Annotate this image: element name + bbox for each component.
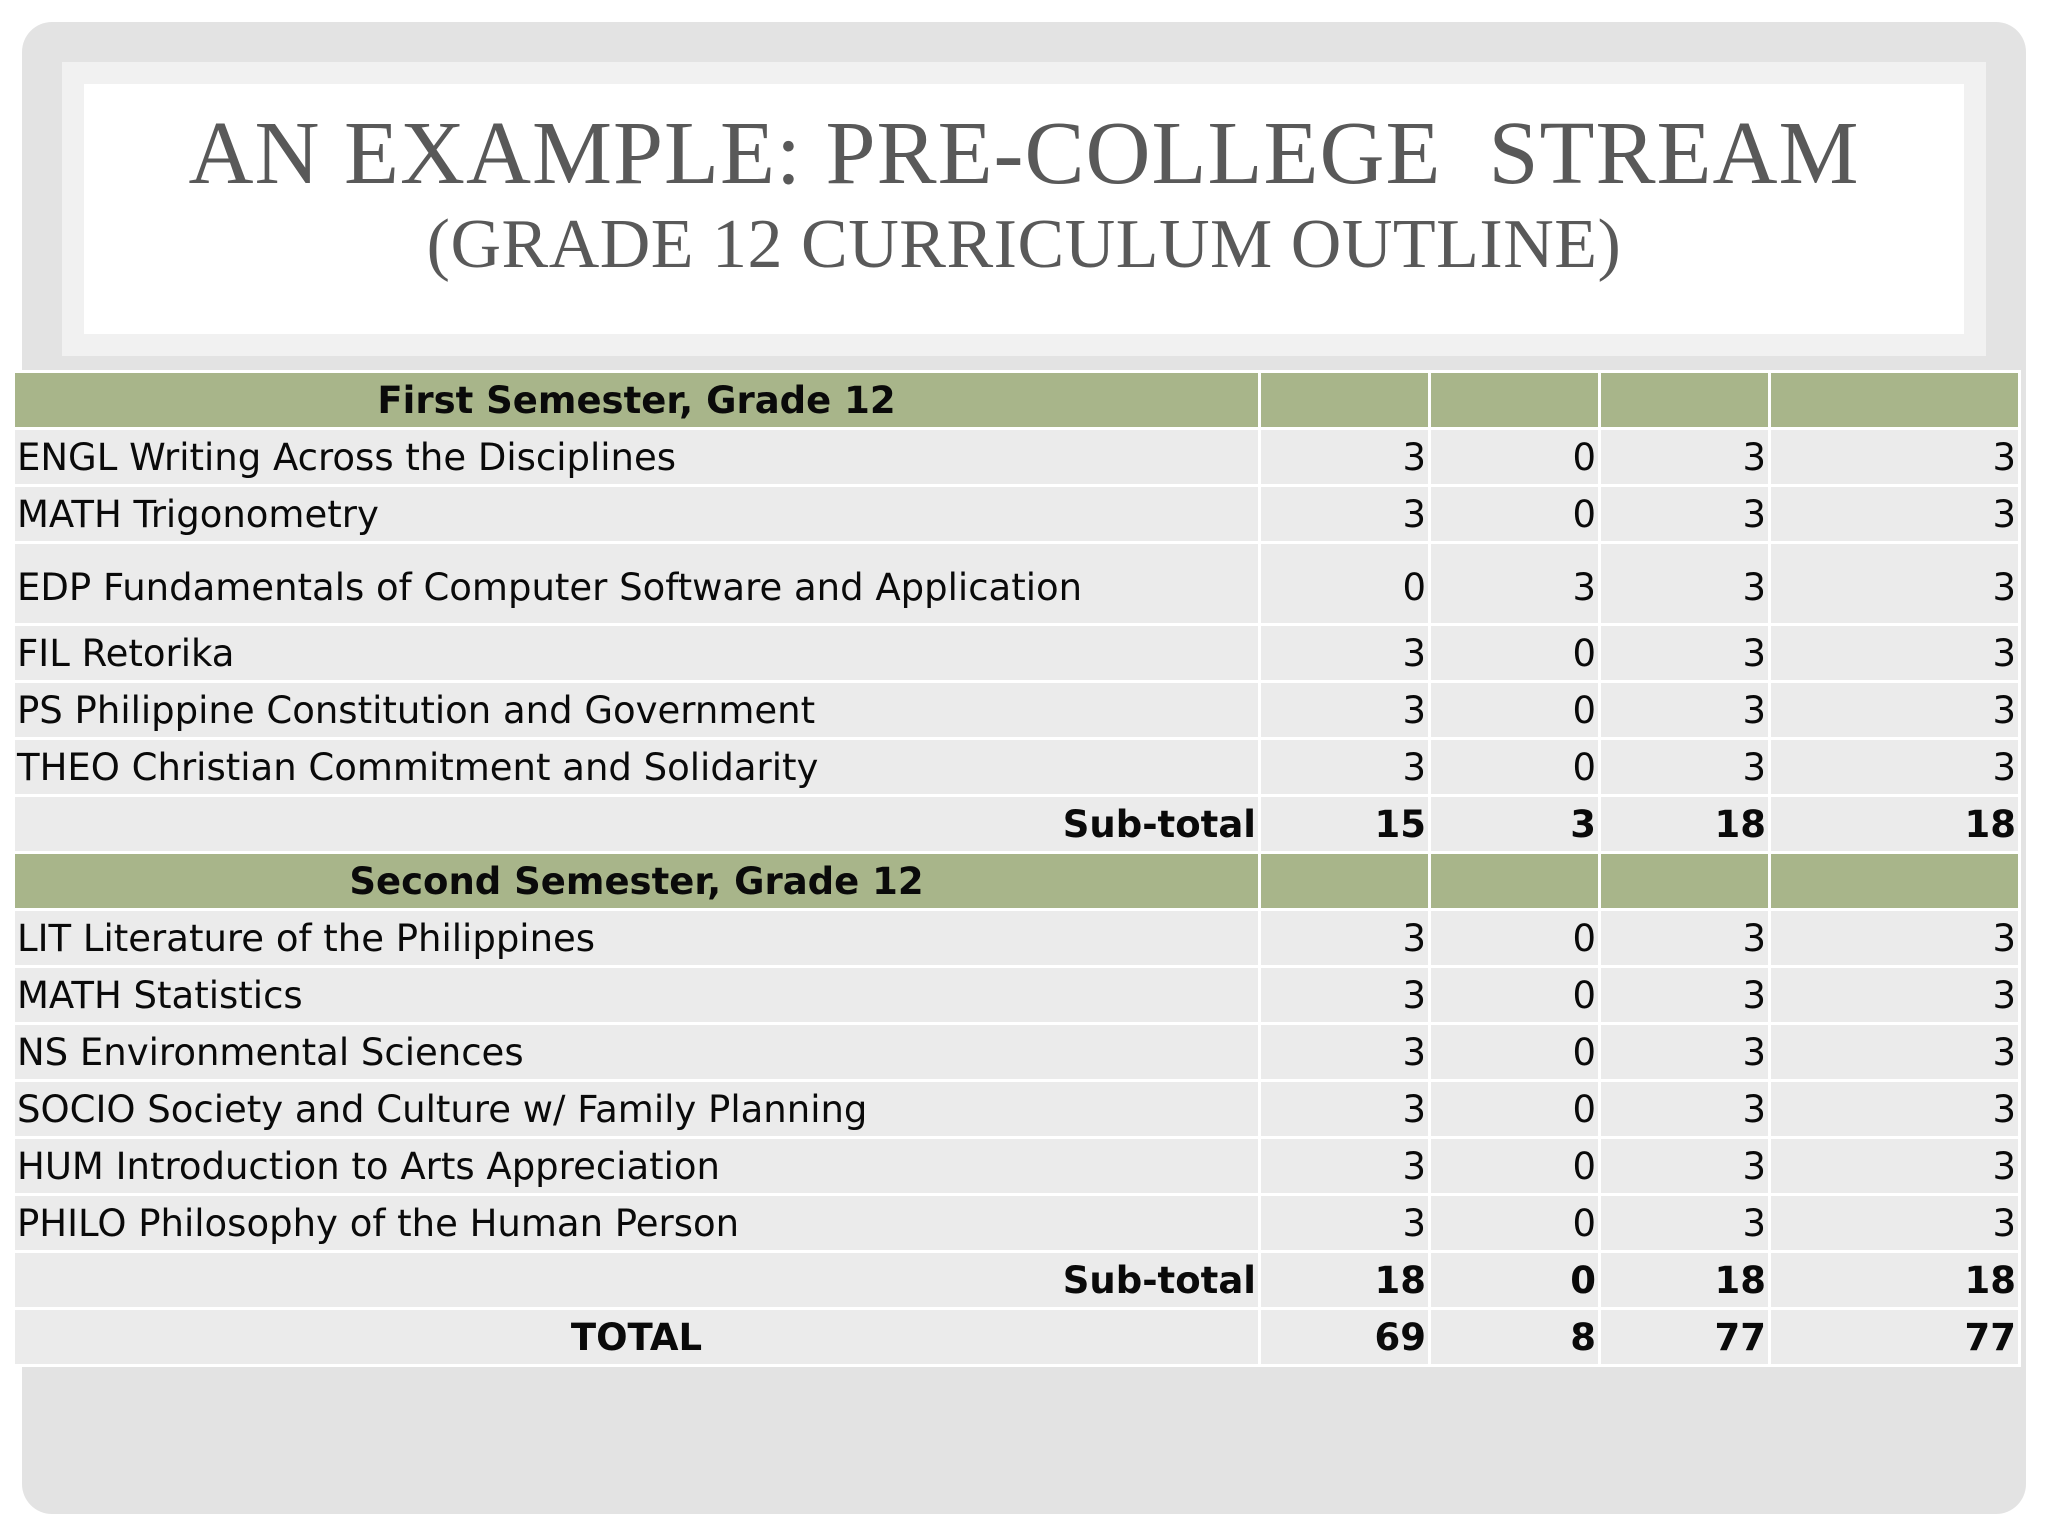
course-value: 0: [1430, 682, 1600, 739]
header-cell: [1770, 853, 2020, 910]
course-row: [14, 625, 2020, 682]
course-row: [14, 1195, 2020, 1252]
course-value: 0: [1430, 1138, 1600, 1195]
semester-heading: First Semester, Grade 12: [14, 372, 1260, 429]
course-value: 0: [1260, 543, 1430, 625]
total-row: [14, 1309, 2020, 1366]
header-cell: [1260, 853, 1430, 910]
subtotal-row: [14, 1252, 2020, 1309]
course-name: SOCIO Society and Culture w/ Family Planning: [14, 1081, 1260, 1138]
course-name: FIL Retorika: [14, 625, 1260, 682]
course-value: 3: [1770, 1195, 2020, 1252]
course-name: NS Environmental Sciences: [14, 1024, 1260, 1081]
course-row: [14, 1138, 2020, 1195]
subtotal-value: 18: [1600, 1252, 1770, 1309]
course-value: 3: [1770, 625, 2020, 682]
slide-subtitle: (GRADE 12 CURRICULUM OUTLINE): [426, 206, 1622, 283]
header-cell: [1260, 372, 1430, 429]
subtotal-label: Sub-total: [14, 796, 1260, 853]
course-row: [14, 486, 2020, 543]
course-value: 3: [1600, 1138, 1770, 1195]
course-value: 3: [1260, 486, 1430, 543]
course-name: PS Philippine Constitution and Government: [14, 682, 1260, 739]
header-cell: [1600, 853, 1770, 910]
course-value: 3: [1260, 682, 1430, 739]
course-value: 3: [1260, 910, 1430, 967]
course-value: 3: [1600, 739, 1770, 796]
subtotal-value: 18: [1770, 1252, 2020, 1309]
course-value: 3: [1770, 543, 2020, 625]
course-value: 3: [1260, 1081, 1430, 1138]
course-value: 0: [1430, 739, 1600, 796]
course-value: 3: [1260, 739, 1430, 796]
course-value: 3: [1430, 543, 1600, 625]
course-row: [14, 682, 2020, 739]
semester-header-row: [14, 372, 2020, 429]
course-value: 3: [1600, 967, 1770, 1024]
course-row: [14, 543, 2020, 625]
subtotal-row: [14, 796, 2020, 853]
title-box: [84, 84, 1964, 334]
total-value: 77: [1770, 1309, 2020, 1366]
total-label: TOTAL: [14, 1309, 1260, 1366]
course-value: 3: [1600, 625, 1770, 682]
subtotal-value: 18: [1260, 1252, 1430, 1309]
course-value: 3: [1600, 682, 1770, 739]
course-value: 0: [1430, 1081, 1600, 1138]
course-name: ENGL Writing Across the Disciplines: [14, 429, 1260, 486]
curriculum-table: [12, 370, 2021, 1367]
course-name: HUM Introduction to Arts Appreciation: [14, 1138, 1260, 1195]
course-value: 3: [1260, 429, 1430, 486]
course-value: 3: [1770, 1024, 2020, 1081]
course-value: 0: [1430, 1195, 1600, 1252]
subtotal-value: 0: [1430, 1252, 1600, 1309]
total-value: 77: [1600, 1309, 1770, 1366]
course-row: [14, 429, 2020, 486]
course-value: 3: [1600, 910, 1770, 967]
header-cell: [1770, 372, 2020, 429]
course-value: 3: [1600, 486, 1770, 543]
course-value: 0: [1430, 1024, 1600, 1081]
course-value: 3: [1770, 486, 2020, 543]
course-row: [14, 739, 2020, 796]
subtotal-value: 18: [1770, 796, 2020, 853]
course-value: 3: [1600, 1024, 1770, 1081]
course-value: 3: [1770, 910, 2020, 967]
header-cell: [1600, 372, 1770, 429]
course-name: MATH Trigonometry: [14, 486, 1260, 543]
course-value: 3: [1770, 1138, 2020, 1195]
course-value: 3: [1770, 682, 2020, 739]
course-value: 3: [1260, 625, 1430, 682]
course-row: [14, 1024, 2020, 1081]
course-value: 3: [1600, 429, 1770, 486]
course-value: 3: [1260, 1195, 1430, 1252]
course-value: 3: [1770, 429, 2020, 486]
course-value: 3: [1770, 1081, 2020, 1138]
total-value: 8: [1430, 1309, 1600, 1366]
course-value: 3: [1260, 1138, 1430, 1195]
course-value: 0: [1430, 910, 1600, 967]
course-row: [14, 1081, 2020, 1138]
course-name: EDP Fundamentals of Computer Software and Application: [14, 543, 1260, 625]
course-name: THEO Christian Commitment and Solidarity: [14, 739, 1260, 796]
course-value: 0: [1430, 625, 1600, 682]
course-value: 3: [1600, 543, 1770, 625]
subtotal-value: 18: [1600, 796, 1770, 853]
course-value: 3: [1600, 1081, 1770, 1138]
course-value: 0: [1430, 429, 1600, 486]
course-value: 0: [1430, 486, 1600, 543]
semester-header-row: [14, 853, 2020, 910]
semester-heading: Second Semester, Grade 12: [14, 853, 1260, 910]
course-value: 3: [1260, 967, 1430, 1024]
course-name: PHILO Philosophy of the Human Person: [14, 1195, 1260, 1252]
subtotal-label: Sub-total: [14, 1252, 1260, 1309]
title-frame: [62, 62, 1986, 356]
course-value: 0: [1430, 967, 1600, 1024]
course-row: [14, 967, 2020, 1024]
course-value: 3: [1600, 1195, 1770, 1252]
course-name: LIT Literature of the Philippines: [14, 910, 1260, 967]
slide-title: AN EXAMPLE: PRE-COLLEGE STREAM: [188, 104, 1860, 203]
course-row: [14, 910, 2020, 967]
course-name: MATH Statistics: [14, 967, 1260, 1024]
course-value: 3: [1260, 1024, 1430, 1081]
header-cell: [1430, 372, 1600, 429]
subtotal-value: 3: [1430, 796, 1600, 853]
course-value: 3: [1770, 967, 2020, 1024]
header-cell: [1430, 853, 1600, 910]
subtotal-value: 15: [1260, 796, 1430, 853]
total-value: 69: [1260, 1309, 1430, 1366]
course-value: 3: [1770, 739, 2020, 796]
